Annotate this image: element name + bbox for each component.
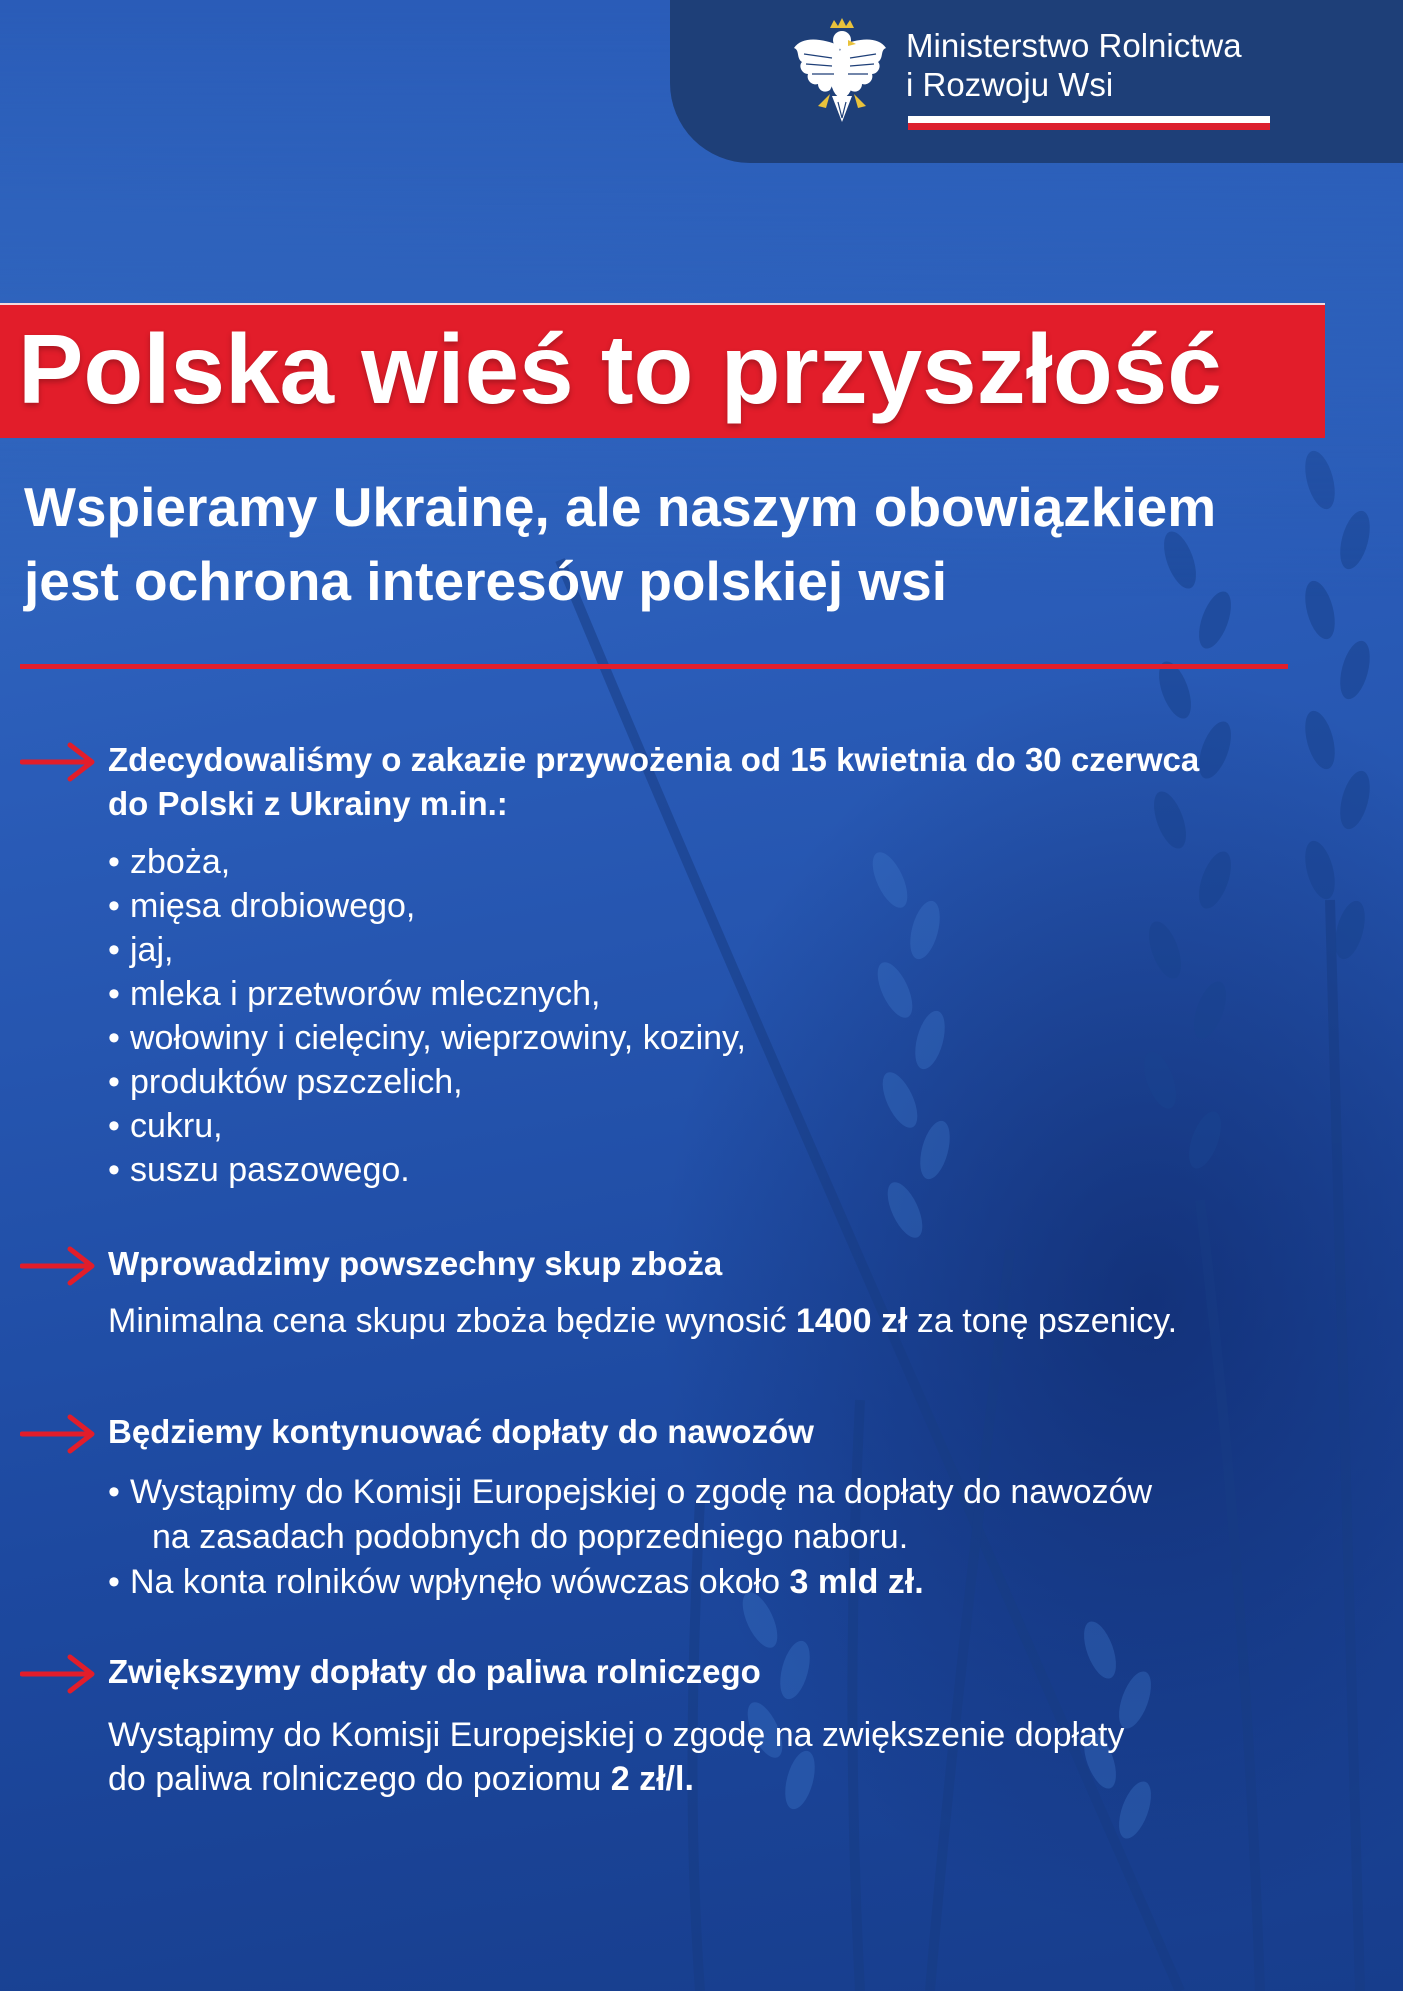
subtitle-line1: Wspieramy Ukrainę, ale naszym obowiązkiem bbox=[24, 476, 1217, 538]
white-eagle-icon bbox=[792, 18, 888, 128]
ministry-name-line1: Ministerstwo Rolnictwa bbox=[906, 27, 1242, 64]
headline-banner bbox=[0, 303, 1325, 438]
fuel-rate: 2 zł/l. bbox=[610, 1760, 694, 1798]
section-import-ban-title bbox=[108, 738, 1328, 826]
list-item: • cukru, bbox=[108, 1104, 1348, 1148]
fertilizer-bullet2-text: Na konta rolników wpłynęło wówczas około bbox=[130, 1563, 790, 1601]
fertilizer-amount: 3 mld zł. bbox=[789, 1563, 924, 1601]
red-arrow-icon bbox=[20, 1653, 96, 1695]
fuel-text-line2 bbox=[108, 1757, 1348, 1801]
section-fuel-title: Zwiększymy dopłaty do paliwa rolniczego bbox=[108, 1653, 761, 1690]
section-import-ban-title-line1: Zdecydowaliśmy o zakazie przywożenia od 15 kwietnia do 30 czerwca bbox=[108, 741, 1200, 778]
section-grain-purchase-title: Wprowadzimy powszechny skup zboża bbox=[108, 1245, 723, 1282]
ministry-name-line2: i Rozwoju Wsi bbox=[906, 66, 1114, 103]
red-arrow-icon bbox=[20, 1413, 96, 1455]
subtitle-line2: jest ochrona interesów polskiej wsi bbox=[24, 550, 948, 612]
section-import-ban-title-line2: do Polski z Ukrainy m.in.: bbox=[108, 785, 508, 822]
fuel-text bbox=[108, 1713, 1348, 1801]
fuel-text-line2-start: do paliwa rolniczego do poziomu bbox=[108, 1760, 611, 1798]
polish-flag-stripe bbox=[908, 116, 1270, 130]
list-item: • zboża, bbox=[108, 840, 1348, 884]
list-item: • produktów pszczelich, bbox=[108, 1060, 1348, 1104]
fertilizer-bullet1-line1: • Wystąpimy do Komisji Europejskiej o zgodę na dopłaty do nawozów bbox=[130, 1473, 1153, 1511]
list-item: • mleka i przetworów mlecznych, bbox=[108, 972, 1348, 1016]
fertilizer-bullet1-line2: na zasadach podobnych do poprzedniego naboru. bbox=[152, 1518, 909, 1556]
list-item: • jaj, bbox=[108, 928, 1348, 972]
section-fertilizer-title: Będziemy kontynuować dopłaty do nawozów bbox=[108, 1413, 814, 1450]
grain-purchase-text-start: Minimalna cena skupu zboża będzie wynosić bbox=[108, 1302, 796, 1340]
red-arrow-icon bbox=[20, 741, 96, 783]
subtitle bbox=[24, 470, 1354, 618]
fertilizer-list bbox=[108, 1470, 1348, 1605]
fuel-text-line1: Wystąpimy do Komisji Europejskiej o zgodę na zwiększenie dopłaty bbox=[108, 1716, 1125, 1754]
list-item: • suszu paszowego. bbox=[108, 1148, 1348, 1192]
list-item: • mięsa drobiowego, bbox=[108, 884, 1348, 928]
list-item: • wołowiny i cielęciny, wieprzowiny, koziny, bbox=[108, 1016, 1348, 1060]
ministry-logo-panel bbox=[670, 0, 1403, 163]
red-divider bbox=[20, 664, 1288, 669]
grain-price: 1400 zł bbox=[795, 1302, 908, 1340]
ministry-name bbox=[906, 26, 1326, 104]
list-item bbox=[108, 1470, 1348, 1560]
import-ban-list bbox=[108, 840, 1348, 1192]
grain-purchase-text bbox=[108, 1299, 1348, 1343]
list-item bbox=[108, 1560, 1348, 1605]
grain-purchase-text-end: za tonę pszenicy. bbox=[907, 1302, 1178, 1340]
red-arrow-icon bbox=[20, 1245, 96, 1287]
headline: Polska wieś to przyszłość bbox=[18, 314, 1222, 424]
